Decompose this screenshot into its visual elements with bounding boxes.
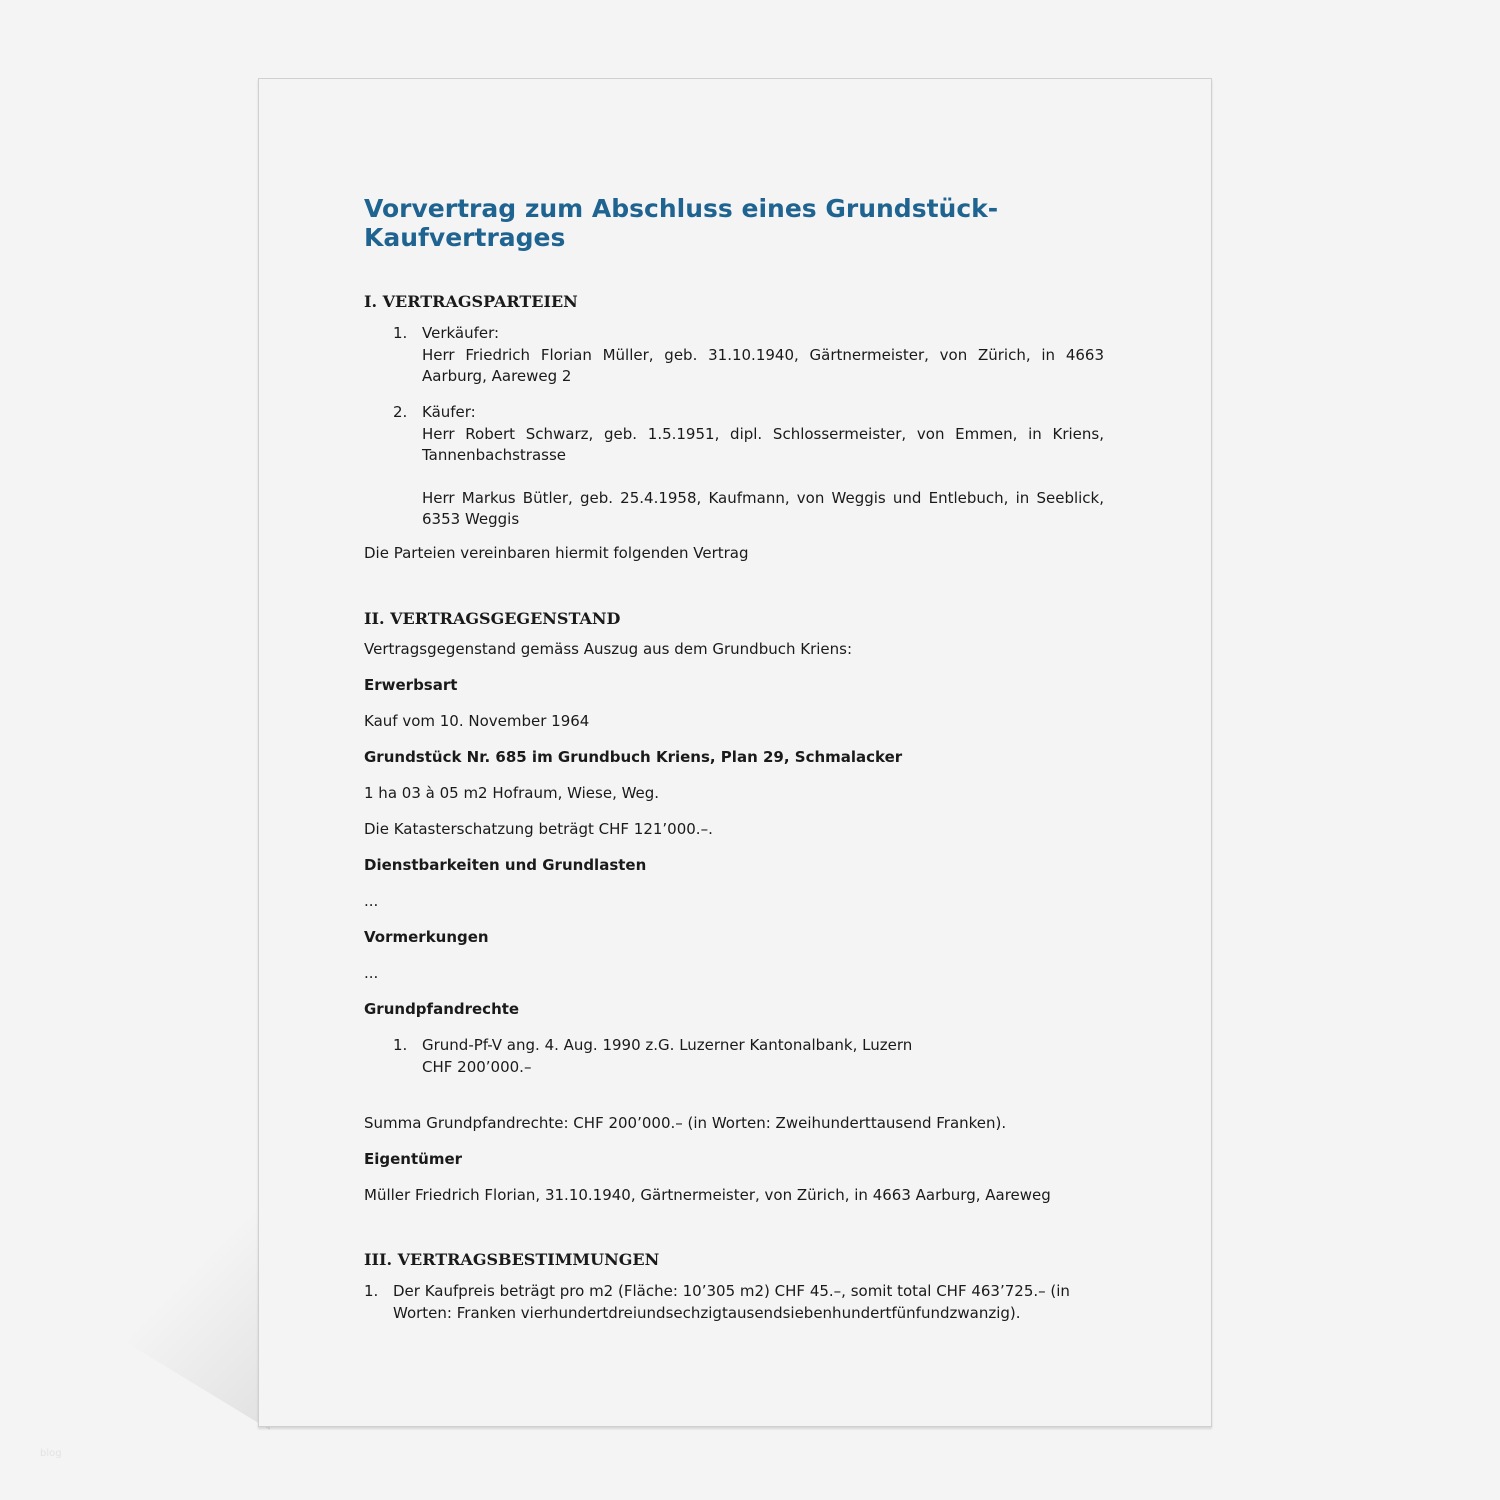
paragraph: ... bbox=[364, 892, 379, 910]
item-label: Verkäufer: bbox=[422, 324, 500, 342]
document-page bbox=[258, 78, 1212, 1427]
document-title: Vorvertrag zum Abschluss eines Grundstück-Kaufvertrages bbox=[364, 194, 999, 252]
list-item bbox=[393, 323, 1104, 388]
paragraph: Müller Friedrich Florian, 31.10.1940, Gärtnermeister, von Zürich, in 4663 Aarburg, Aareweg bbox=[364, 1186, 1051, 1204]
item-text: Herr Friedrich Florian Müller, geb. 31.10.1940, Gärtnermeister, von Zürich, in 4663 Aarburg, Aareweg 2 bbox=[422, 345, 1104, 385]
item-label: Käufer: bbox=[422, 403, 476, 421]
list-number: 2. bbox=[393, 403, 408, 421]
paragraph: Summa Grundpfandrechte: CHF 200’000.– (in Worten: Zweihunderttausend Franken). bbox=[364, 1114, 1007, 1132]
paragraph: Die Parteien vereinbaren hiermit folgenden Vertrag bbox=[364, 544, 749, 562]
section-heading: III. VERTRAGSBESTIMMUNGEN bbox=[364, 1250, 660, 1269]
paragraph: 1 ha 03 à 05 m2 Hofraum, Wiese, Weg. bbox=[364, 784, 660, 802]
list-number: 1. bbox=[393, 1036, 408, 1054]
watermark: blog bbox=[40, 1448, 62, 1459]
item-text: CHF 200’000.– bbox=[422, 1057, 532, 1076]
section-heading: II. VERTRAGSGEGENSTAND bbox=[364, 609, 621, 628]
item-text: Herr Markus Bütler, geb. 25.4.1958, Kaufmann, von Weggis und Entlebuch, in Seeblick, 6353 Weggis bbox=[422, 488, 1104, 528]
subheading: Erwerbsart bbox=[364, 676, 458, 694]
list-item bbox=[393, 1035, 1104, 1078]
section-heading: I. VERTRAGSPARTEIEN bbox=[364, 292, 578, 311]
subheading: Grundpfandrechte bbox=[364, 1000, 520, 1018]
list-item bbox=[393, 402, 1104, 531]
item-text: Der Kaufpreis beträgt pro m2 (Fläche: 10’305 m2) CHF 45.–, somit total CHF 463’725.– (in Worten: Franken vierhundertdreiundsechzigtausendsiebenhundertfünfundzwanzig). bbox=[393, 1282, 1070, 1322]
subheading: Dienstbarkeiten und Grundlasten bbox=[364, 856, 647, 874]
paragraph: Kauf vom 10. November 1964 bbox=[364, 712, 590, 730]
subheading: Vormerkungen bbox=[364, 928, 489, 946]
page-shadow bbox=[100, 1200, 270, 1430]
subheading: Eigentümer bbox=[364, 1150, 463, 1168]
list-item bbox=[364, 1281, 1104, 1324]
paragraph: Die Katasterschatzung beträgt CHF 121’000.–. bbox=[364, 820, 713, 838]
item-text: Grund-Pf-V ang. 4. Aug. 1990 z.G. Luzerner Kantonalbank, Luzern bbox=[422, 1036, 913, 1054]
list-number: 1. bbox=[393, 324, 408, 342]
subheading: Grundstück Nr. 685 im Grundbuch Kriens, Plan 29, Schmalacker bbox=[364, 748, 903, 766]
paragraph: Vertragsgegenstand gemäss Auszug aus dem Grundbuch Kriens: bbox=[364, 640, 853, 658]
list-number: 1. bbox=[364, 1282, 379, 1300]
item-text: Herr Robert Schwarz, geb. 1.5.1951, dipl. Schlossermeister, von Emmen, in Kriens, Tannenbachstrasse bbox=[422, 424, 1104, 464]
paragraph: ... bbox=[364, 964, 379, 982]
